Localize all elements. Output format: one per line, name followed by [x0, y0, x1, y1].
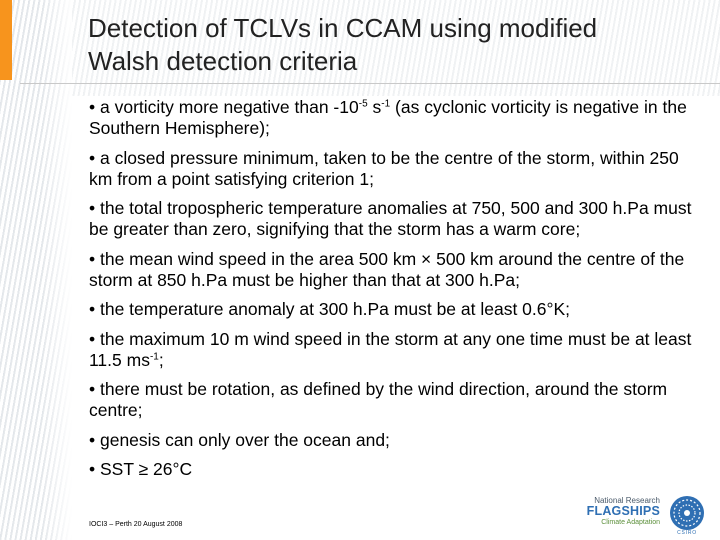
bullet-text: ;: [158, 349, 164, 370]
bullet-temperature-anomalies: • the total tropospheric temperature anomalies at 750, 500 and 300 h.Pa must be greater than zero, signifying that the storm has a warm core;: [89, 198, 692, 239]
logo-line-2: FLAGSHIPS: [586, 504, 660, 518]
superscript: -1: [381, 98, 391, 110]
logo-line-1: National Research: [594, 496, 660, 505]
bullet-sst: • SST ≥ 26°C: [89, 459, 193, 479]
bullet-vorticity: [89, 97, 699, 139]
bullet-rotation: • there must be rotation, as defined by the wind direction, around the storm centre;: [89, 379, 668, 420]
left-pattern: [0, 0, 72, 540]
bullet-text: • the maximum 10 m wind speed in the storm at any one time must be at least 11.5 ms: [89, 328, 692, 370]
flagships-logo: [580, 494, 718, 538]
accent-bar: [0, 0, 12, 80]
bullet-mean-wind-speed: • the mean wind speed in the area 500 km × 500 km around the centre of the storm at 850 h.Pa must be higher than that at 300 h.Pa;: [89, 248, 685, 290]
superscript: -5: [358, 98, 368, 110]
slide-title: [88, 12, 688, 78]
bullet-temperature-300: • the temperature anomaly at 300 h.Pa must be at least 0.6°K;: [89, 299, 571, 319]
bullet-list: [89, 97, 699, 489]
title-divider: [20, 83, 720, 84]
title-line-2: Walsh detection criteria: [88, 46, 358, 76]
footer-text: IOCI3 – Perth 20 August 2008: [89, 521, 183, 528]
title-line-1: Detection of TCLVs in CCAM using modified: [88, 13, 598, 43]
bullet-max-wind-speed: [89, 329, 699, 371]
logo-text: [580, 496, 660, 527]
bullet-pressure-minimum: • a closed pressure minimum, taken to be the centre of the storm, within 250 km from a point satisfying criterion 1;: [89, 147, 679, 189]
bullet-text: s: [367, 97, 382, 117]
superscript: -1: [149, 351, 159, 362]
bullet-text: • a vorticity more negative than -10: [89, 97, 359, 117]
seal-label: CSIRO: [677, 530, 697, 536]
bullet-genesis: • genesis can only over the ocean and;: [89, 429, 390, 450]
bullet-text: (as cyclonic vorticity is negative in the Southern Hemisphere);: [89, 97, 687, 138]
logo-line-3: Climate Adaptation: [601, 519, 660, 526]
